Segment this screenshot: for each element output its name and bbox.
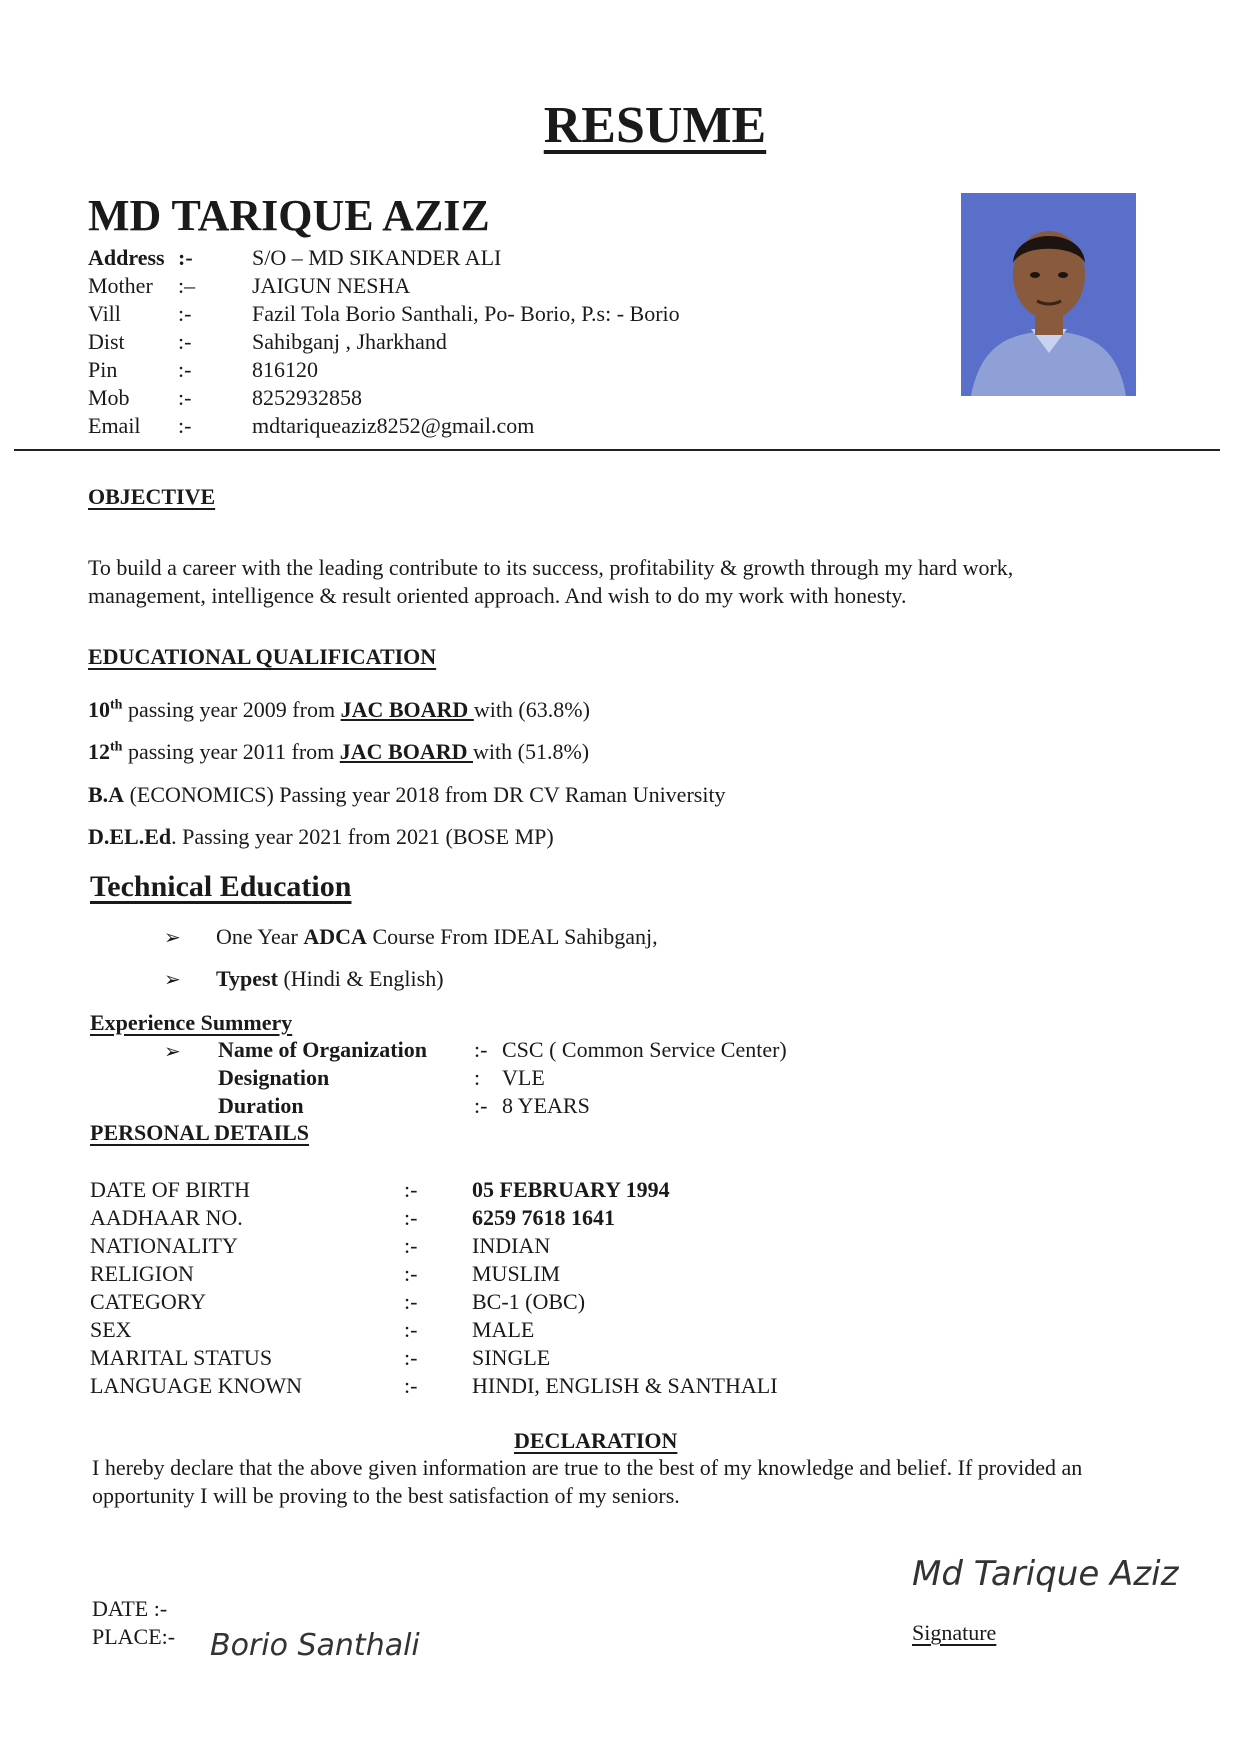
contact-row-village [88,300,988,328]
place-label: PLACE:- [92,1624,176,1649]
personal-row: NATIONALITY :- INDIAN [90,1233,551,1258]
objective-heading: OBJECTIVE [88,484,216,509]
technical-item: ➢ One Year ADCA Course From IDEAL Sahibganj, [164,924,658,949]
contact-label: Mother [88,273,153,298]
experience-details [218,1036,918,1120]
candidate-name: MD TARIQUE AZIZ [88,191,490,240]
technical-item: ➢ Typest (Hindi & English) [164,966,444,991]
contact-value: Sahibganj , Jharkhand [252,329,447,354]
personal-row: LANGUAGE KNOWN :- HINDI, ENGLISH & SANTHALI [90,1373,778,1398]
signature-handwritten: Md Tarique Aziz [912,1554,1179,1594]
personal-row: MARITAL STATUS :- SINGLE [90,1345,551,1370]
contact-value: S/O – MD SIKANDER ALI [252,245,502,270]
contact-label: Address [88,245,165,270]
contact-value: 8252932858 [252,385,362,410]
contact-value: 816120 [252,357,318,382]
contact-separator: :- [178,385,192,410]
date-label: DATE :- [92,1596,168,1621]
education-item: D.EL.Ed. Passing year 2021 from 2021 (BOSE MP) [88,824,554,849]
contact-separator: :– [178,273,196,298]
contact-value: Fazil Tola Borio Santhali, Po- Borio, P.s: - Borio [252,301,680,326]
contact-label: Vill [88,301,121,326]
arrow-bullet-icon: ➢ [164,967,181,991]
contact-value: JAIGUN NESHA [252,273,411,298]
contact-value: mdtariqueaziz8252@gmail.com [252,413,535,438]
personal-row: AADHAAR NO. :- 6259 7618 1641 [90,1205,615,1230]
contact-separator: :- [178,357,192,382]
personal-row: DATE OF BIRTH :- 05 FEBRUARY 1994 [90,1177,670,1202]
personal-row: SEX :- MALE [90,1317,535,1342]
place-handwritten: Borio Santhali [210,1628,420,1663]
contact-row-mobile [88,384,988,412]
contact-row-mother [88,272,988,300]
contact-row-address [88,244,988,272]
arrow-bullet-icon: ➢ [164,925,181,949]
profile-photo [961,193,1136,396]
experience-row: Duration :- 8 YEARS [218,1093,590,1118]
person-photo-icon [961,193,1136,396]
experience-heading: Experience Summery [90,1010,293,1035]
contact-row-email [88,412,988,440]
personal-row: RELIGION :- MUSLIM [90,1261,561,1286]
education-item: 12th passing year 2011 from JAC BOARD with (51.8%) [88,739,590,764]
arrow-bullet-icon: ➢ [164,1039,181,1063]
experience-row: Designation : VLE [218,1065,545,1090]
signature-label: Signature [912,1620,997,1645]
personal-details [90,1176,890,1400]
education-item: 10th passing year 2009 from JAC BOARD with (63.8%) [88,697,590,722]
resume-title: RESUME [543,97,767,154]
personal-details-heading: PERSONAL DETAILS [90,1120,310,1145]
personal-row: CATEGORY :- BC-1 (OBC) [90,1289,586,1314]
technical-heading: Technical Education [90,870,352,903]
contact-label: Pin [88,357,118,382]
education-item: B.A (ECONOMICS) Passing year 2018 from DR CV Raman University [88,782,726,807]
declaration-heading: DECLARATION [514,1428,678,1453]
contact-label: Dist [88,329,125,354]
contact-row-pin [88,356,988,384]
experience-row: Name of Organization :- CSC ( Common Service Center) [218,1037,787,1062]
declaration-text: I hereby declare that the above given information are true to the best of my knowledge and belief. If provided an opportunity I will be proving to the best satisfaction of my seniors. [92,1455,1083,1508]
contact-separator: :- [178,245,193,270]
section-divider [14,449,1220,451]
contact-separator: :- [178,301,192,326]
contact-label: Email [88,413,141,438]
objective-text: To build a career with the leading contribute to its success, profitability & growth through my hard work, management, intelligence & result oriented approach. And wish to do my work with honesty. [88,555,1014,608]
contact-details [88,244,988,440]
contact-separator: :- [178,413,192,438]
education-heading: EDUCATIONAL QUALIFICATION [88,644,437,669]
contact-label: Mob [88,385,130,410]
contact-row-district [88,328,988,356]
contact-separator: :- [178,329,192,354]
